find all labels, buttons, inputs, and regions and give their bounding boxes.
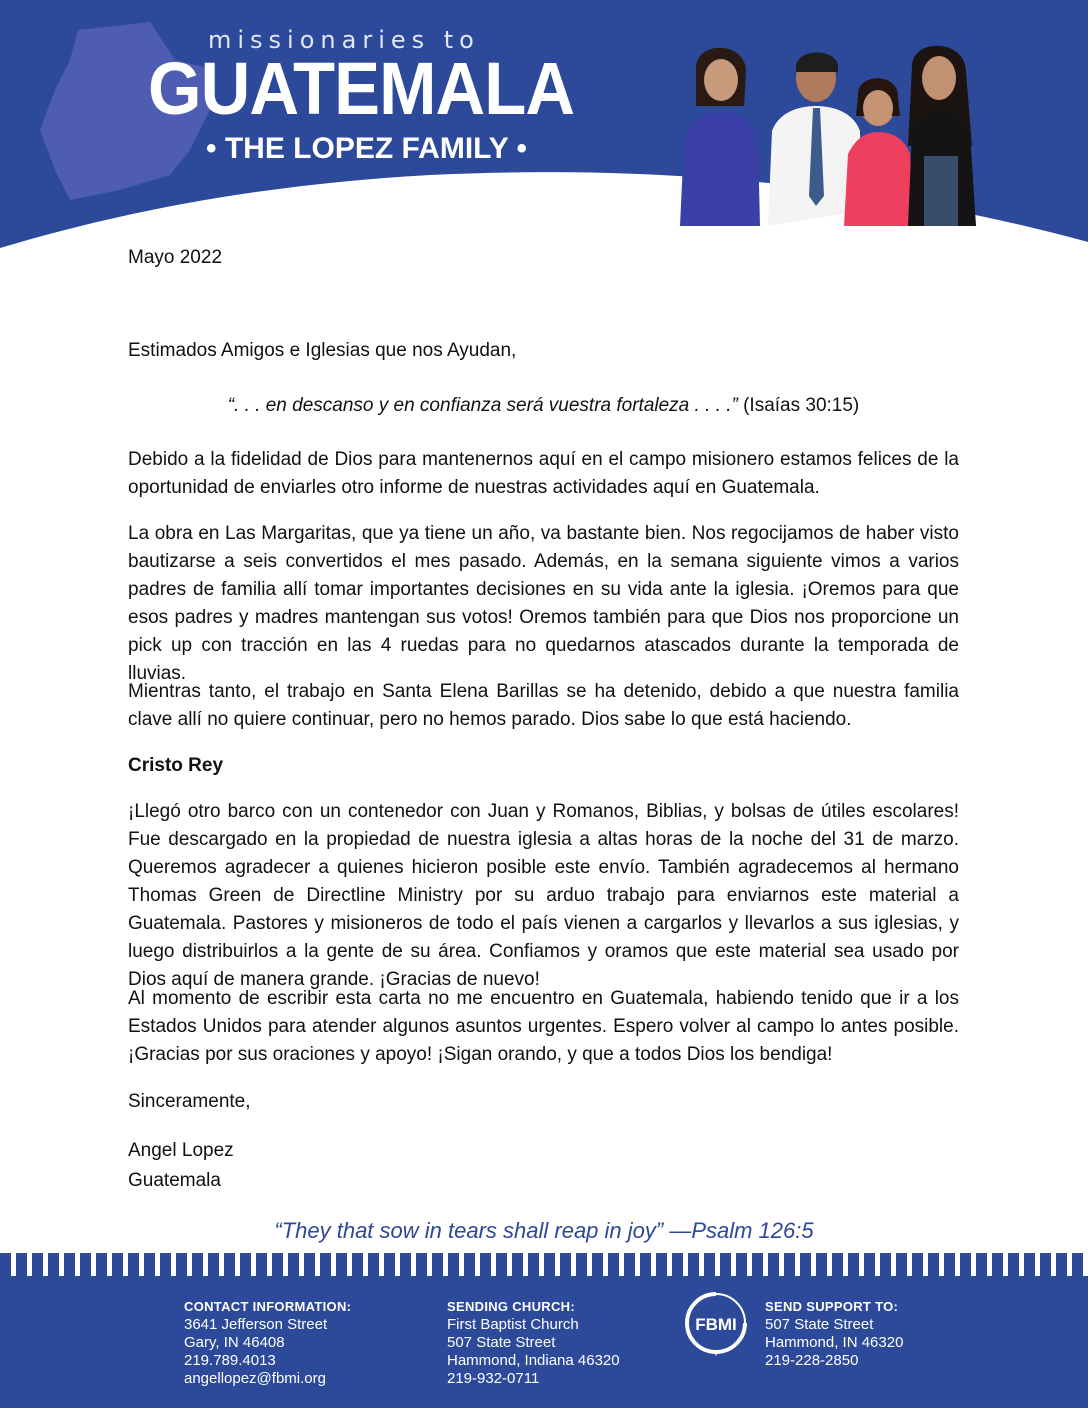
contact-email[interactable]: angellopez@fbmi.org <box>184 1370 326 1387</box>
header-big-title: GUATEMALA <box>148 47 575 130</box>
fbmi-logo <box>683 1290 749 1356</box>
letter-date: Mayo 2022 <box>128 247 223 268</box>
church-city: Hammond, Indiana 46320 <box>447 1352 620 1369</box>
contact-title: CONTACT INFORMATION: <box>184 1299 352 1314</box>
support-city: Hammond, IN 46320 <box>765 1334 904 1351</box>
contact-information <box>184 1298 351 1388</box>
contact-phone: 219.789.4013 <box>184 1352 276 1369</box>
scripture-quote-reference: (Isaías 30:15) <box>737 395 860 416</box>
send-support <box>765 1298 903 1370</box>
header-banner <box>0 0 1088 260</box>
support-street: 507 State Street <box>765 1316 874 1333</box>
support-title: SEND SUPPORT TO: <box>765 1299 899 1314</box>
letter-paragraph-3: Mientras tanto, el trabajo en Santa Elena Barillas se ha detenido, debido a que nuestra familia clave allí no quiere continuar, pero no hemos parado. Dios sabe lo que está haciendo. <box>128 681 959 730</box>
header-small-title: missionaries to <box>208 26 480 54</box>
header-family-line: • THE LOPEZ FAMILY • <box>206 132 528 165</box>
fbmi-logo-text: FBMI <box>695 1315 737 1334</box>
sending-church <box>447 1298 620 1388</box>
church-title: SENDING CHURCH: <box>447 1299 575 1314</box>
letter-paragraph-5: Al momento de escribir esta carta no me encuentro en Guatemala, habiendo tenido que ir a los Estados Unidos para atender algunos asuntos urgentes. Espero volver al campo lo antes posible. ¡Gracias por sus oraciones y apoyo! ¡Sigan orando, y que a todos Dios los bendiga! <box>128 988 959 1065</box>
contact-street: 3641 Jefferson Street <box>184 1316 328 1333</box>
signature-place: Guatemala <box>128 1170 221 1191</box>
section-heading: Cristo Rey <box>128 755 224 776</box>
church-phone: 219-932-0711 <box>447 1370 540 1387</box>
scripture-quote <box>128 392 959 420</box>
letter-paragraph-4: ¡Llegó otro barco con un contenedor con Juan y Romanos, Biblias, y bolsas de útiles escolares! Fue descargado en la propiedad de nuestra iglesia a altas horas de la noche del 31 de marzo. Queremos agradecer a quienes hicieron posible este envío. También agradecemos al hermano Thomas Green de Directline Ministry por su arduo trabajo para enviarnos este material a Guatemala. Pastores y misioneros de todo el país vienen a cargarlos y llevarlos a sus iglesias, y luego distribuirlos a la gente de su área. Confiamos y oramos que este material sea usado por Dios aquí de manera grande. ¡Gracias de nuevo! <box>128 801 959 990</box>
footer-verse: “They that sow in tears shall reap in joy” —Psalm 126:5 <box>274 1218 814 1243</box>
scripture-quote-text: “. . . en descanso y en confianza será vuestra fortaleza . . . .” <box>227 395 738 416</box>
letter-greeting: Estimados Amigos e Iglesias que nos Ayudan, <box>128 340 517 361</box>
contact-city: Gary, IN 46408 <box>184 1334 285 1351</box>
letter-paragraph-1: Debido a la fidelidad de Dios para mantenernos aquí en el campo misionero estamos felices de la oportunidad de enviarles otro informe de nuestras actividades aquí en Guatemala. <box>128 449 959 498</box>
support-phone: 219-228-2850 <box>765 1352 859 1369</box>
church-name: First Baptist Church <box>447 1316 579 1333</box>
letter-paragraph-2: La obra en Las Margaritas, que ya tiene un año, va bastante bien. Nos regocijamos de haber visto bautizarse a seis convertidos el mes pasado. Además, en la semana siguiente vimos a varios padres de familia allí tomar importantes decisiones en su vida ante la iglesia. ¡Oremos para que esos padres y madres mantengan sus votos! Oremos también para que Dios nos proporcione un pick up con tracción en las 4 ruedas para no quedarnos atascados durante la temporada de lluvias. <box>128 523 959 684</box>
letter-closing: Sinceramente, <box>128 1091 251 1112</box>
family-photo <box>668 36 993 226</box>
signature-name: Angel Lopez <box>128 1140 234 1161</box>
footer-bar <box>0 1248 1088 1408</box>
church-street: 507 State Street <box>447 1334 556 1351</box>
footer-stripe-top <box>0 1248 1088 1253</box>
